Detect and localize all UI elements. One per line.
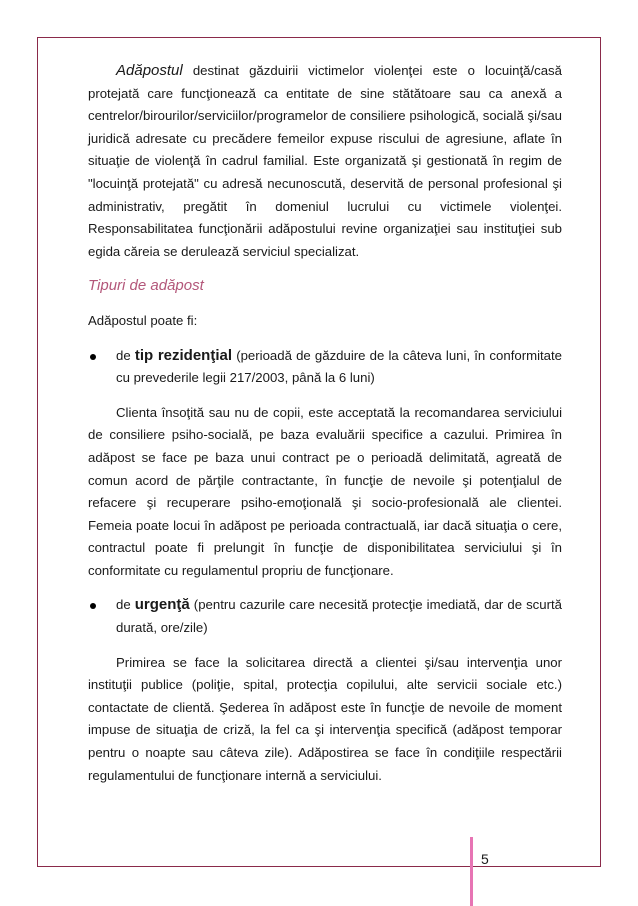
can-be-line: Adăpostul poate fi:: [88, 312, 198, 328]
section-heading: Tipuri de adăpost: [88, 277, 204, 295]
bullet-description: (pentru cazurile care necesită protecţie imediată, dar de scurtă durată, ore/zile): [116, 597, 562, 636]
intro-lead-term: Adăpostul: [116, 62, 183, 79]
bullet-prefix: de: [116, 347, 135, 363]
bullet-term: urgenţă: [134, 596, 190, 614]
bullet-dot-icon: [90, 603, 96, 609]
residential-paragraph: Clienta însoţită sau nu de copii, este acceptată la recomandarea serviciului de consiliere psiho-socială, pe baza evaluării specifice a cazului. Primirea în adăpost se face pe baza unui contract pe o perioadă delimitată, agreată de comun acord de părţile contractante, în funcţie de nevoile şi potenţialul de refacere şi recuperare psiho-emoţională şi socio-profesională ale clientei. Femeia poate locui în adăpost pe perioada contractuală, iar dacă situaţia o cere, contractul poate fi prelungit în funcţie de disponibilitatea serviciului şi în conformitate cu regulamentul propriu de funcţionare.: [88, 404, 562, 578]
bullet-item-emergency: [88, 594, 562, 639]
bullet-description: (perioadă de găzduire de la câteva luni, în conformitate cu prevederile legii 217/2003, până la 6 luni): [116, 347, 562, 386]
bullet-term: tip rezidenţial: [134, 346, 233, 364]
document-body: [88, 60, 562, 799]
bullet-prefix: de: [116, 597, 135, 613]
intro-text: destinat găzduirii victimelor violenţei este o locuinţă/casă protejată care funcţionează ca entitate de sine stătătoare sau ca anexă a centrelor/birourilor/serviciilor/programelor de consiliere psihologică, socială şi/sau juridică adresate cu precădere femeilor expuse riscului de agresiune, aflate în situaţie de violenţă în cadrul familial. Este organizată şi gestionată în regim de "locuinţă protejată" cu adresă necunoscută, deservită de personal profesional şi administrativ, pregătit în domeniul lucrului cu victimele violenţei. Responsabilitatea funcţionării adăpostului revine organizaţiei sau instituţiei sub egida căreia se derulează serviciul specializat.: [88, 63, 562, 259]
emergency-paragraph: Primirea se face la solicitarea directă a clientei şi/sau intervenţia unor instituţii publice (poliţie, spital, protecţia copilului, alte servicii sociale etc.) contactate de clientă. Şederea în adăpost este în funcţie de nevoile de moment impuse de situaţia de criză, la fel ca şi intervenţia specifică (adăpost temporar pentru o noapte sau câteva zile). Adăpostirea se face în condiţiile respectării regulamentului de funcţionare internă a serviciului.: [88, 654, 562, 783]
bullet-dot-icon: [90, 354, 96, 360]
intro-paragraph: [88, 60, 562, 263]
page-number: 5: [481, 851, 489, 867]
footer-accent-bar: [470, 837, 473, 906]
bullet-item-residential: [88, 345, 562, 390]
